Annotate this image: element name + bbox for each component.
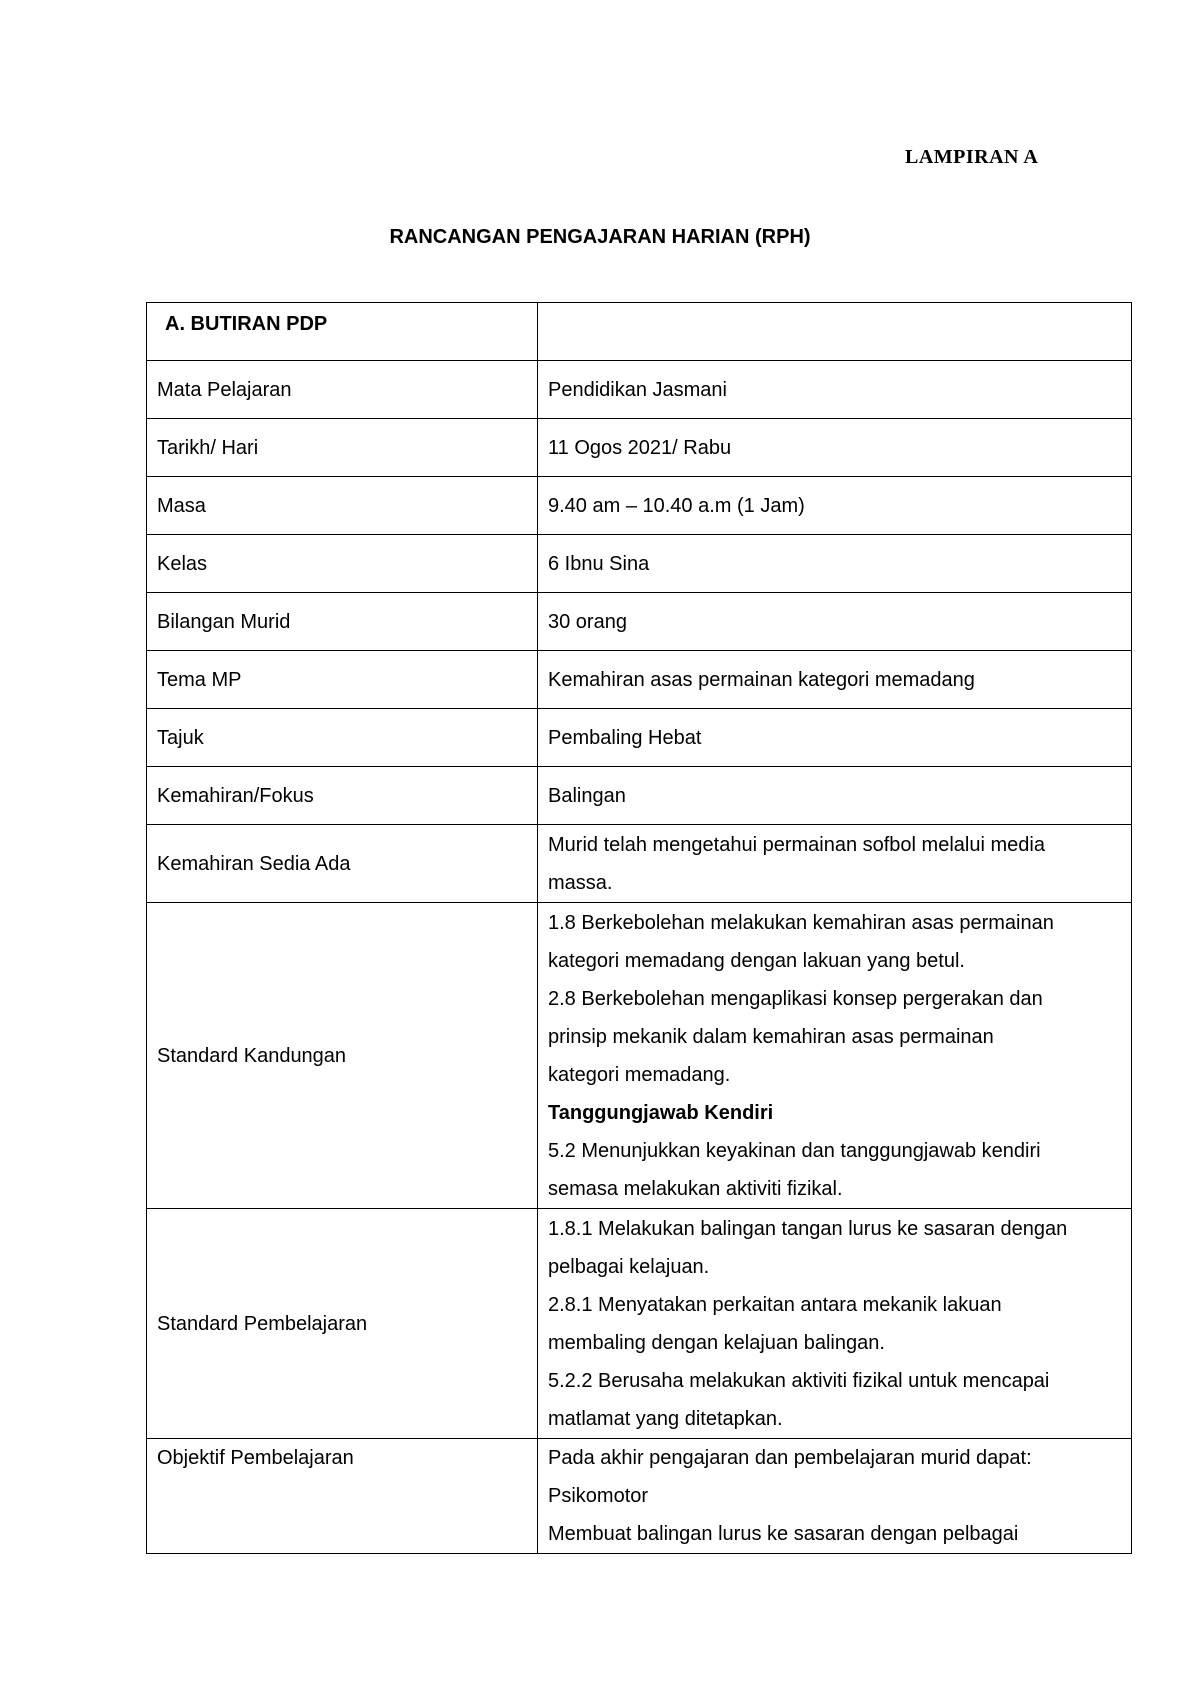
row-value	[538, 1439, 1132, 1554]
row-value: Pembaling Hebat	[538, 709, 1132, 767]
row-label: Standard Kandungan	[147, 903, 538, 1209]
row-value: 11 Ogos 2021/ Rabu	[538, 419, 1132, 477]
text-line: 2.8.1 Menyatakan perkaitan antara mekanik lakuan	[548, 1293, 1002, 1316]
row-value: Pendidikan Jasmani	[538, 361, 1132, 419]
text-line: Psikomotor	[548, 1485, 649, 1507]
text-line: 1.8.1 Melakukan balingan tangan lurus ke sasaran dengan	[548, 1217, 1068, 1240]
row-label: Bilangan Murid	[147, 593, 538, 651]
lampiran-label: LAMPIRAN A	[905, 146, 1039, 168]
text-line: massa.	[548, 871, 613, 894]
table-row	[147, 593, 1132, 651]
text-line: Membuat balingan lurus ke sasaran dengan pelbagai	[548, 1523, 1019, 1545]
row-value: 6 Ibnu Sina	[538, 535, 1132, 593]
table-row	[147, 535, 1132, 593]
table-row	[147, 1209, 1132, 1439]
row-value	[538, 825, 1132, 903]
table-row	[147, 1439, 1132, 1554]
text-line: kategori memadang.	[548, 1063, 731, 1086]
table-row	[147, 419, 1132, 477]
text-line: 5.2 Menunjukkan keyakinan dan tanggungjawab kendiri	[548, 1139, 1041, 1162]
text-line: kategori memadang dengan lakuan yang betul.	[548, 949, 965, 972]
text-line: Pada akhir pengajaran dan pembelajaran murid dapat:	[548, 1447, 1032, 1469]
row-value: Balingan	[538, 767, 1132, 825]
text-line: 1.8 Berkebolehan melakukan kemahiran asas permainan	[548, 911, 1054, 934]
table-row	[147, 361, 1132, 419]
table-row	[147, 303, 1132, 361]
row-label: Kemahiran Sedia Ada	[147, 825, 538, 903]
table-row	[147, 903, 1132, 1209]
table-row	[147, 477, 1132, 535]
table-row	[147, 709, 1132, 767]
text-line: pelbagai kelajuan.	[548, 1255, 710, 1278]
page-title: RANCANGAN PENGAJARAN HARIAN (RPH)	[389, 226, 811, 248]
rph-table	[146, 302, 1132, 1554]
table-row	[147, 767, 1132, 825]
empty-cell	[538, 303, 1132, 361]
table-row	[147, 825, 1132, 903]
row-value	[538, 1209, 1132, 1439]
row-label: Standard Pembelajaran	[147, 1209, 538, 1439]
text-line: Murid telah mengetahui permainan sofbol melalui media	[548, 833, 1045, 856]
row-label: Mata Pelajaran	[147, 361, 538, 419]
table-row	[147, 651, 1132, 709]
row-value: 30 orang	[538, 593, 1132, 651]
subheading: Tanggungjawab Kendiri	[548, 1101, 774, 1124]
text-line: 2.8 Berkebolehan mengaplikasi konsep pergerakan dan	[548, 987, 1043, 1010]
row-label: Tajuk	[147, 709, 538, 767]
text-line: 5.2.2 Berusaha melakukan aktiviti fizikal untuk mencapai	[548, 1369, 1050, 1392]
text-line: matlamat yang ditetapkan.	[548, 1407, 783, 1430]
row-value: Kemahiran asas permainan kategori memadang	[538, 651, 1132, 709]
row-value: 9.40 am – 10.40 a.m (1 Jam)	[538, 477, 1132, 535]
row-label: Kelas	[147, 535, 538, 593]
text-line: membaling dengan kelajuan balingan.	[548, 1331, 885, 1354]
text-line: prinsip mekanik dalam kemahiran asas permainan	[548, 1025, 994, 1048]
row-label: Tarikh/ Hari	[147, 419, 538, 477]
row-label: Objektif Pembelajaran	[147, 1439, 538, 1554]
row-value	[538, 903, 1132, 1209]
text-line: semasa melakukan aktiviti fizikal.	[548, 1177, 843, 1200]
row-label: Tema MP	[147, 651, 538, 709]
row-label: Masa	[147, 477, 538, 535]
row-label: Kemahiran/Fokus	[147, 767, 538, 825]
section-heading: A. BUTIRAN PDP	[147, 303, 538, 361]
